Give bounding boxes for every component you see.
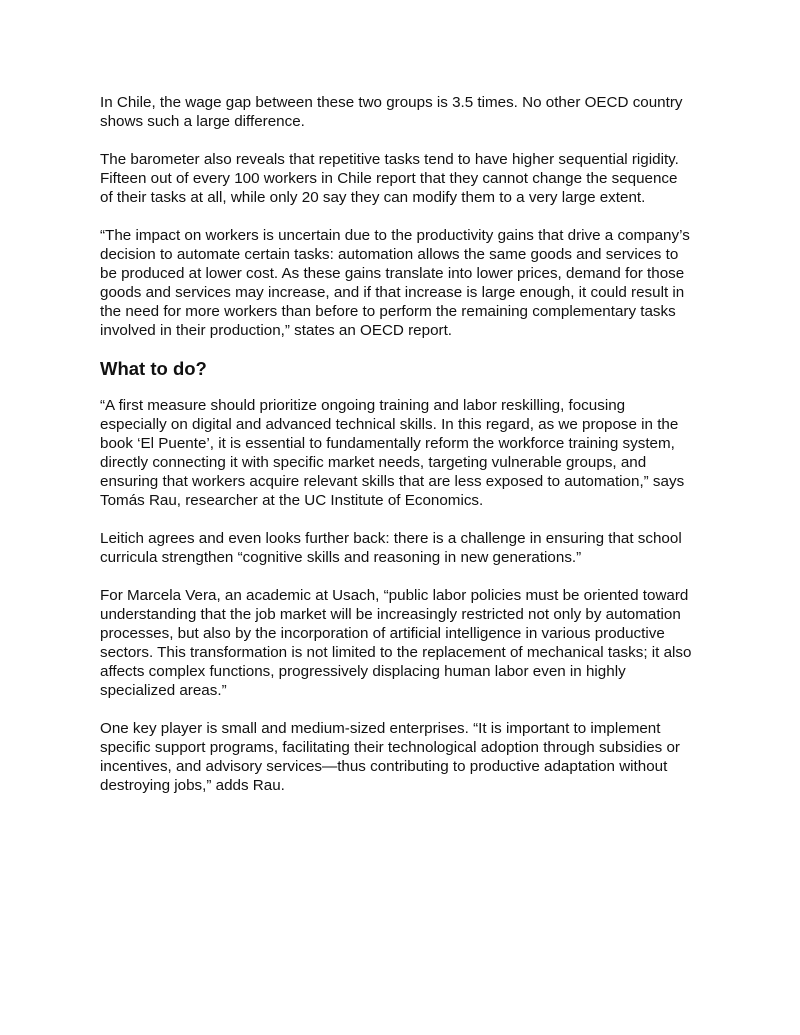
text-line: One key player is small and medium-sized enterprises. “It is important to implement <box>100 720 661 737</box>
article-body <box>100 93 720 814</box>
text-line: be produced at lower cost. As these gains translate into lower prices, demand for those <box>100 265 685 282</box>
text-line: The barometer also reveals that repetitive tasks tend to have higher sequential rigidity. <box>100 151 679 168</box>
text-line: shows such a large difference. <box>100 113 305 130</box>
paragraph <box>100 719 720 795</box>
text-line: Fifteen out of every 100 workers in Chile report that they cannot change the sequence <box>100 170 678 187</box>
paragraph <box>100 396 720 510</box>
paragraph <box>100 93 720 131</box>
text-line: processes, but also by the incorporation of artificial intelligence in various productive <box>100 625 665 642</box>
text-line: “The impact on workers is uncertain due to the productivity gains that drive a company’s <box>100 227 690 244</box>
text-line: directly connecting it with specific market needs, targeting vulnerable groups, and <box>100 454 647 471</box>
text-line: For Marcela Vera, an academic at Usach, “public labor policies must be oriented toward <box>100 587 689 604</box>
paragraph <box>100 150 720 207</box>
text-line: Leitich agrees and even looks further back: there is a challenge in ensuring that school <box>100 530 682 547</box>
text-line: incentives, and advisory services—thus contributing to productive adaptation without <box>100 758 668 775</box>
text-line: affects complex functions, progressively displacing human labor even in highly <box>100 663 626 680</box>
text-line: especially on digital and advanced technical skills. In this regard, as we propose in the <box>100 416 679 433</box>
text-line: “A first measure should prioritize ongoing training and labor reskilling, focusing <box>100 397 626 414</box>
text-line: specific support programs, facilitating their technological adoption through subsidies or <box>100 739 680 756</box>
text-line: of their tasks at all, while only 20 say they can modify them to a very large extent. <box>100 189 646 206</box>
text-line: destroying jobs,” adds Rau. <box>100 777 285 794</box>
text-line: In Chile, the wage gap between these two groups is 3.5 times. No other OECD country <box>100 94 683 111</box>
text-line: ensuring that workers acquire relevant skills that are less exposed to automation,” says <box>100 473 685 490</box>
paragraph <box>100 586 720 700</box>
text-line: involved in their production,” states an OECD report. <box>100 322 453 339</box>
paragraphs-after-heading <box>100 396 720 795</box>
text-line: curricula strengthen “cognitive skills and reasoning in new generations.” <box>100 549 582 566</box>
paragraph <box>100 529 720 567</box>
text-line: understanding that the job market will be increasingly restricted not only by automation <box>100 606 681 623</box>
paragraphs-before-heading <box>100 93 720 340</box>
text-line: sectors. This transformation is not limited to the replacement of mechanical tasks; it also <box>100 644 692 661</box>
text-line: specialized areas.” <box>100 682 227 699</box>
text-line: book ‘El Puente’, it is essential to fundamentally reform the workforce training system, <box>100 435 675 452</box>
text-line: decision to automate certain tasks: automation allows the same goods and services to <box>100 246 679 263</box>
section-heading: What to do? <box>100 358 207 379</box>
text-line: Tomás Rau, researcher at the UC Institute of Economics. <box>100 492 484 509</box>
text-line: the need for more workers than before to perform the remaining complementary tasks <box>100 303 676 320</box>
paragraph <box>100 226 720 340</box>
text-line: goods and services may increase, and if that increase is large enough, it could result in <box>100 284 685 301</box>
